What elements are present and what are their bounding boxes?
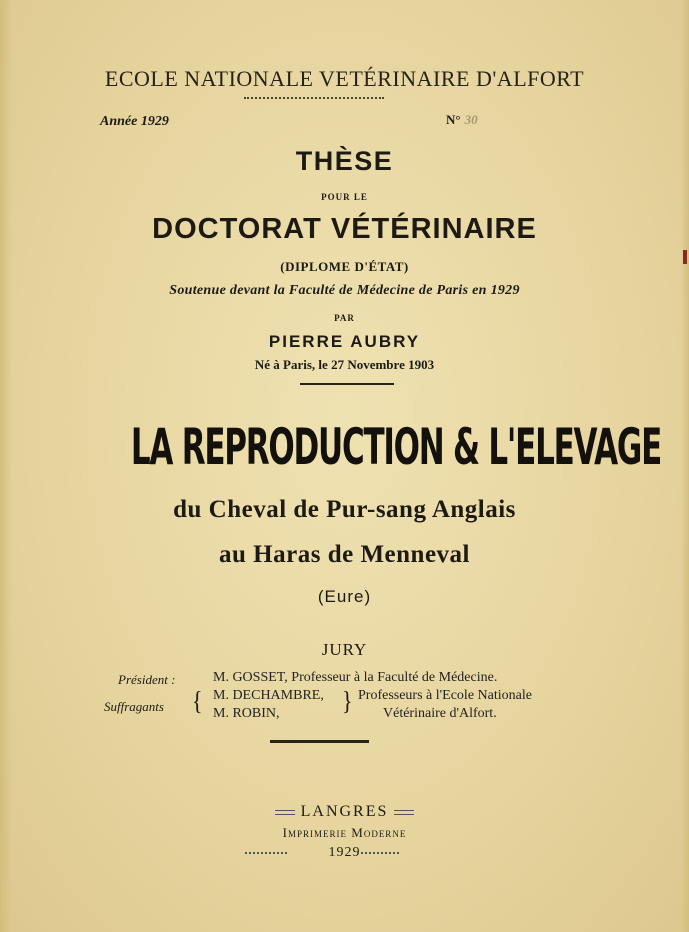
divider-rule	[300, 383, 394, 385]
dotted-ornament-right	[357, 852, 399, 854]
printer-name: Imprimerie Moderne	[282, 825, 407, 840]
divider-rule-2	[270, 740, 369, 743]
year-label: Année 1929	[100, 114, 169, 129]
pour-le: POUR LE	[321, 192, 368, 202]
defense-line: Soutenue devant la Faculté de Médecine de Paris en 1929	[169, 283, 520, 298]
author-birth: Né à Paris, le 27 Novembre 1903	[254, 357, 435, 372]
president-role: Président :	[118, 672, 176, 687]
thesis-main-title: LA REPRODUCTION & L'ELEVAGE	[130, 418, 662, 476]
thesis-number	[446, 112, 478, 128]
school-name: ECOLE NATIONALE VETÉRINAIRE D'ALFORT	[104, 66, 585, 91]
diplome-line: (DIPLOME D'ÉTAT)	[280, 259, 409, 274]
jury-member-1: M. DECHAMBRE,	[213, 688, 324, 703]
suffragants-role: Suffragants	[104, 699, 164, 714]
author-name: PIERRE AUBRY	[268, 332, 421, 351]
thesis-subtitle-1: du Cheval de Pur-sang Anglais	[173, 496, 516, 523]
double-dash-right	[394, 810, 414, 815]
jury-heading: JURY	[321, 640, 368, 659]
right-brace: }	[342, 685, 353, 716]
imprint-city	[0, 803, 689, 821]
number-value: 30	[464, 112, 478, 127]
page-edge-right	[681, 0, 689, 932]
left-brace: {	[192, 685, 203, 716]
number-label: N°	[446, 112, 461, 127]
double-dash-left	[275, 810, 295, 815]
these-heading: THÈSE	[295, 146, 394, 176]
page-edge-left	[0, 0, 12, 932]
par-label: PAR	[334, 313, 355, 323]
professors-line-1: Professeurs à l'Ecole Nationale	[358, 688, 532, 703]
professors-line-2: Vétérinaire d'Alfort.	[383, 706, 497, 721]
ornamental-divider	[244, 97, 384, 105]
president-entry: M. GOSSET, Professeur à la Faculté de Médecine.	[213, 670, 498, 685]
jury-member-2: M. ROBIN,	[213, 706, 280, 721]
publication-year: 1929	[328, 845, 361, 860]
thesis-subtitle-2: au Haras de Menneval	[219, 541, 470, 568]
city-name: LANGRES	[300, 803, 389, 820]
region-label: (Eure)	[317, 587, 372, 606]
doctorat-heading: DOCTORAT VÉTÉRINAIRE	[152, 213, 537, 245]
